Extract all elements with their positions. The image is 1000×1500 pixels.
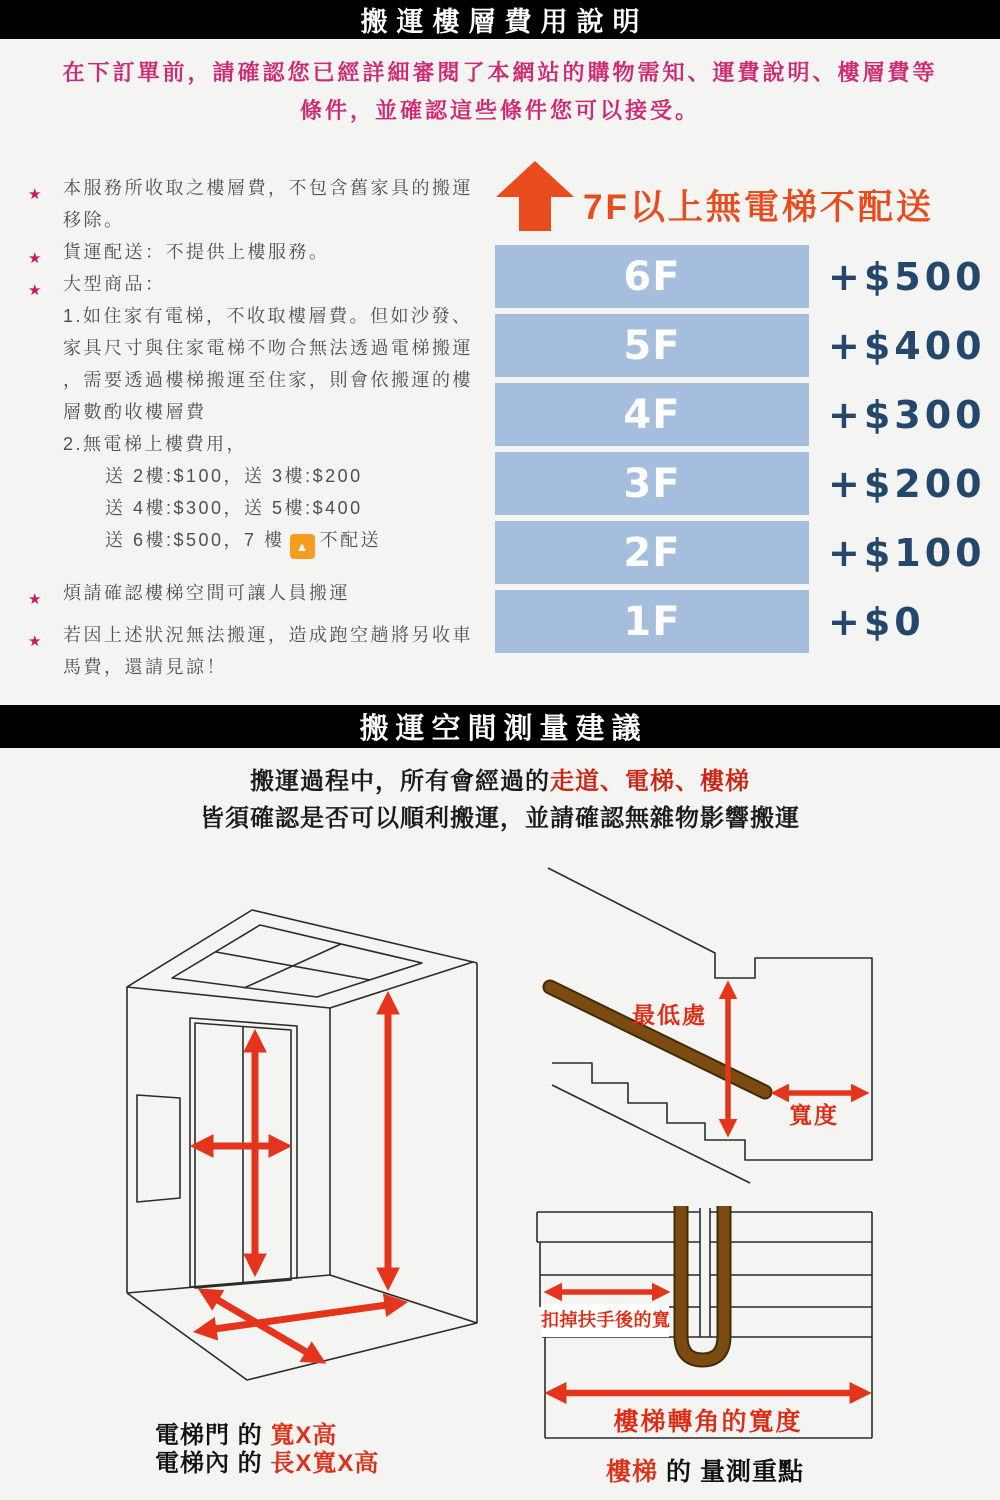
- star-icon: ★: [28, 633, 42, 650]
- floor-fee-table: [495, 245, 986, 659]
- up-arrow-icon: [496, 161, 574, 231]
- door-caption-red: 寬X高: [270, 1422, 338, 1449]
- stairs-caption-red: 樓梯: [606, 1458, 659, 1486]
- star-icon: ★: [28, 250, 42, 267]
- corner-width-label: 樓梯轉角的寬度: [613, 1408, 803, 1436]
- note-item-1: [28, 172, 474, 236]
- measure-intro-black: 搬運過程中，所有會經過的: [250, 768, 550, 795]
- stairs-side-diagram: [520, 855, 1000, 1190]
- note-heading: 大型商品：: [63, 274, 166, 294]
- star-icon: ★: [28, 186, 42, 203]
- stairs-caption: [520, 1452, 890, 1488]
- price-cell: +$300: [828, 392, 986, 437]
- lowest-point-label: 最低處: [632, 1002, 707, 1028]
- stairs-caption-black: 的 量測重點: [658, 1458, 804, 1486]
- stairs-outline: [548, 868, 872, 1183]
- price-cell: +$0: [828, 599, 925, 644]
- floor-cell: 3F: [495, 452, 809, 515]
- price-cell: +$200: [828, 461, 986, 506]
- note-item-2: [28, 236, 474, 268]
- cabin-caption: [155, 1450, 379, 1478]
- measure-intro-red: 走道、電梯、樓梯: [550, 768, 750, 795]
- door-caption-black: 電梯門 的: [155, 1422, 271, 1449]
- note-text: 1.如住家有電梯，不收取樓層費。但如沙發、家具尺寸與住家電梯不吻合無法透過電梯搬運，需要透過樓梯搬運至住家，則會依搬運的樓層數酌收樓層費: [63, 306, 473, 422]
- table-row: [495, 452, 986, 515]
- star-icon: ★: [28, 591, 42, 608]
- section2-title-banner: [0, 705, 1000, 748]
- note-text: 2.無電梯上樓費用，: [63, 434, 248, 454]
- note-fee-line: [63, 524, 474, 559]
- intro-line-1: 在下訂單前，請確認您已經詳細審閱了本網站的購物需知、運費說明、樓層費等: [62, 60, 938, 85]
- table-row: [495, 521, 986, 584]
- measure-intro: [0, 763, 1000, 837]
- table-row: [495, 245, 986, 308]
- elevator-diagram: [60, 860, 520, 1420]
- rail-deducted-width-label: 扣掉扶手後的寬: [541, 1304, 669, 1337]
- note-item-4: [28, 577, 474, 609]
- measure-intro-line-1: [0, 763, 1000, 800]
- measure-intro-line-2: 皆須確認是否可以順利搬運，並請確認無雜物影響搬運: [200, 805, 800, 832]
- section1-title: 搬運樓層費用說明: [360, 7, 649, 37]
- elevator-captions: [155, 1422, 379, 1478]
- note-text: 煩請確認樓梯空間可讓人員搬運: [63, 583, 350, 603]
- note-text: 本服務所收取之樓層費，不包含舊家具的搬運移除。: [63, 178, 473, 230]
- no-elevator-warning: 7F以上無電梯不配送: [583, 188, 934, 227]
- star-icon: ★: [28, 282, 42, 299]
- price-cell: +$500: [828, 254, 986, 299]
- section2-title: 搬運空間測量建議: [359, 713, 648, 745]
- notes-list: [28, 172, 474, 683]
- table-row: [495, 314, 986, 377]
- cabin-caption-red: 長X寬X高: [270, 1450, 380, 1477]
- stair-width-label: 寬度: [789, 1102, 839, 1128]
- note-item-5: [28, 619, 474, 683]
- intro-line-2: 條件，並確認這些條件您可以接受。: [299, 98, 700, 123]
- note-text: 貨運配送：不提供上樓服務。: [63, 242, 330, 262]
- elevator-outline: [127, 910, 477, 1380]
- note-text: 若因上述狀況無法搬運，造成跑空趟將另收車馬費，還請見諒！: [63, 625, 473, 677]
- intro-text: [0, 54, 1000, 130]
- price-cell: +$100: [828, 530, 986, 575]
- floor-cell: 5F: [495, 314, 809, 377]
- up-arrow-shape: [496, 161, 574, 231]
- floor-cell: 1F: [495, 590, 809, 653]
- note-fee-line: 送 4樓:$300，送 5樓:$400: [105, 498, 363, 518]
- price-cell: +$400: [828, 323, 986, 368]
- section1-title-banner: [0, 0, 1000, 39]
- cabin-caption-black: 電梯內 的: [155, 1450, 271, 1477]
- note-fee-line-pre: 送 6樓:$500，7 樓: [105, 530, 285, 550]
- note-fee-line: 送 2樓:$100，送 3樓:$200: [105, 466, 363, 486]
- floor-cell: 4F: [495, 383, 809, 446]
- floor-cell: 6F: [495, 245, 809, 308]
- door-caption: [155, 1422, 379, 1450]
- measure-arrows: [197, 998, 401, 1360]
- table-row: [495, 383, 986, 446]
- table-row: [495, 590, 986, 653]
- floor-cell: 2F: [495, 521, 809, 584]
- note-item-3: [28, 268, 474, 559]
- note-fee-line-suf: 不配送: [319, 530, 382, 550]
- scroll-top-icon: [290, 534, 315, 559]
- triangle-glyph: ▲: [295, 539, 309, 554]
